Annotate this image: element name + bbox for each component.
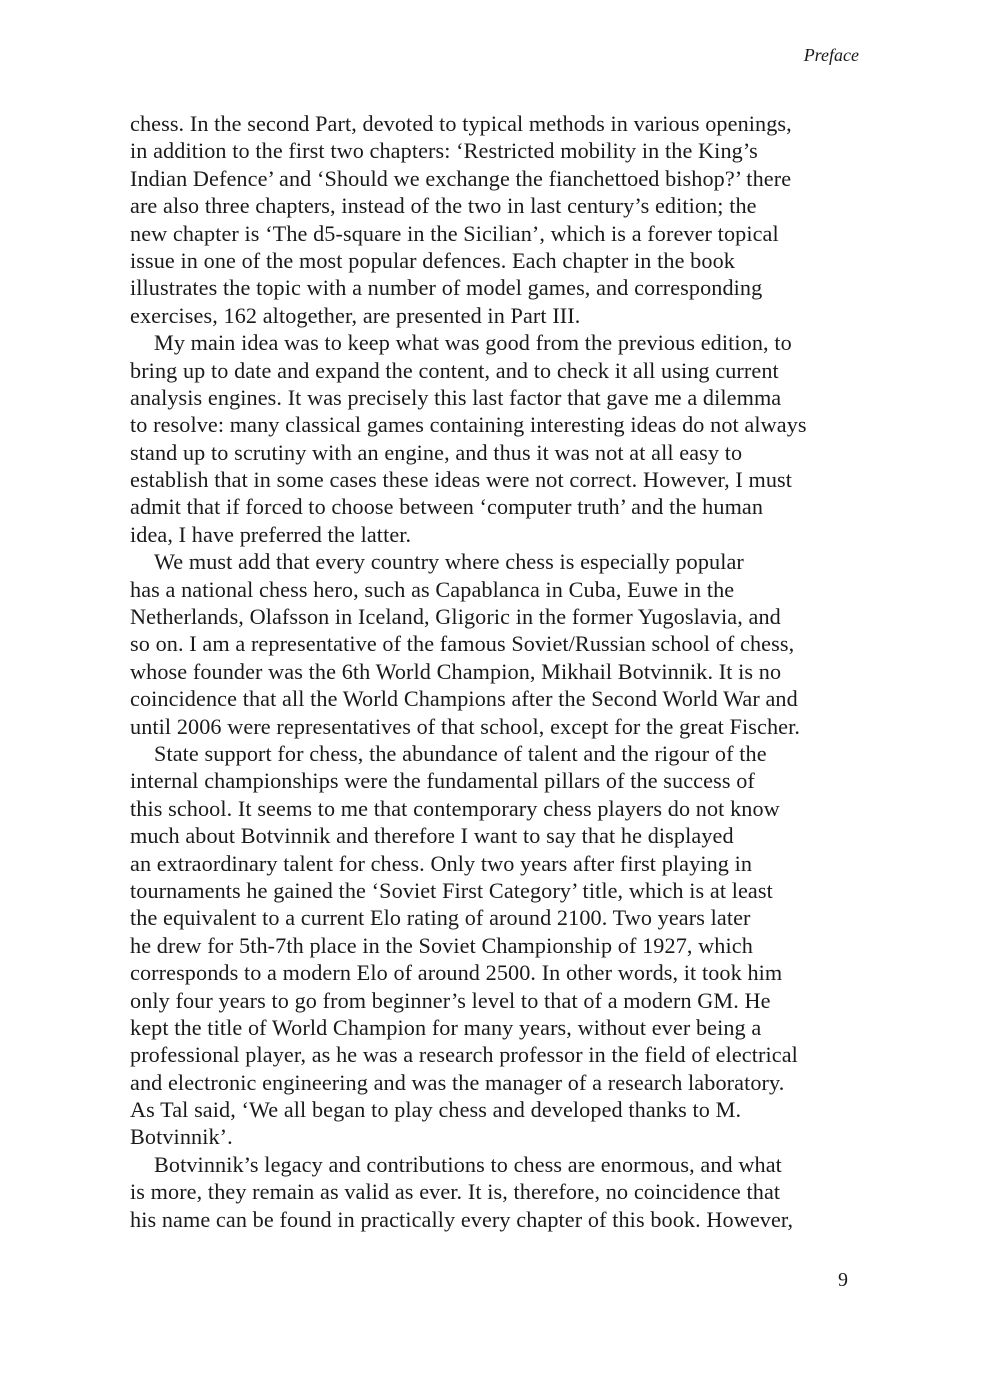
text-line: coincidence that all the World Champions after the Second World War and	[130, 686, 798, 712]
text-line: is more, they remain as valid as ever. It is, therefore, no coincidence that	[130, 1179, 781, 1205]
text-line: much about Botvinnik and therefore I want to say that he displayed	[130, 823, 734, 849]
paragraph-first-line: State support for chess, the abundance of talent and the rigour of the	[154, 740, 767, 766]
paragraph-first-line: Botvinnik’s legacy and contributions to chess are enormous, and what	[154, 1151, 782, 1177]
running-head: Preface	[803, 45, 859, 65]
text-line: stand up to scrutiny with an engine, and thus it was not at all easy to	[130, 439, 743, 465]
text-line: he drew for 5th-7th place in the Soviet Championship of 1927, which	[130, 932, 753, 958]
text-line: Botvinnik’.	[130, 1124, 233, 1150]
text-line: new chapter is ‘The d5-square in the Sicilian’, which is a forever topical	[130, 220, 779, 246]
text-line: tournaments he gained the ‘Soviet First Category’ title, which is at least	[130, 877, 773, 903]
text-line: has a national chess hero, such as Capablanca in Cuba, Euwe in the	[130, 576, 735, 602]
text-line: and electronic engineering and was the manager of a research laboratory.	[130, 1069, 785, 1095]
text-line: bring up to date and expand the content, and to check it all using current	[130, 357, 779, 383]
text-line: an extraordinary talent for chess. Only two years after first playing in	[130, 850, 753, 876]
text-line: Netherlands, Olafsson in Iceland, Gligoric in the former Yugoslavia, and	[130, 604, 781, 630]
text-line: establish that in some cases these ideas were not correct. However, I must	[130, 467, 793, 493]
text-line: this school. It seems to me that contemporary chess players do not know	[130, 795, 780, 821]
text-line: so on. I am a representative of the famous Soviet/Russian school of chess,	[130, 631, 795, 657]
text-line: professional player, as he was a research professor in the field of electrical	[130, 1042, 798, 1068]
paragraph-first-line: My main idea was to keep what was good from the previous edition, to	[154, 330, 792, 356]
text-line: the equivalent to a current Elo rating of around 2100. Two years later	[130, 905, 751, 931]
text-line: internal championships were the fundamental pillars of the success of	[130, 768, 755, 794]
text-line: analysis engines. It was precisely this last factor that gave me a dilemma	[130, 384, 782, 410]
text-line: whose founder was the 6th World Champion, Mikhail Botvinnik. It is no	[130, 658, 782, 684]
paragraph-first-line: We must add that every country where chess is especially popular	[154, 549, 744, 575]
text-line: idea, I have preferred the latter.	[130, 521, 412, 547]
text-line: to resolve: many classical games containing interesting ideas do not always	[130, 412, 807, 438]
page-number: 9	[838, 1269, 848, 1291]
text-line: illustrates the topic with a number of model games, and corresponding	[130, 275, 763, 301]
text-line: As Tal said, ‘We all began to play chess and developed thanks to M.	[130, 1097, 742, 1123]
text-line: are also three chapters, instead of the two in last century’s edition; the	[130, 193, 757, 219]
text-line: exercises, 162 altogether, are presented in Part III.	[130, 302, 581, 328]
text-line: corresponds to a modern Elo of around 2500. In other words, it took him	[130, 960, 783, 986]
text-line: Indian Defence’ and ‘Should we exchange the fianchettoed bishop?’ there	[130, 165, 792, 191]
text-line: chess. In the second Part, devoted to typical methods in various openings,	[130, 111, 792, 136]
text-line: admit that if forced to choose between ‘computer truth’ and the human	[130, 494, 764, 520]
text-line: issue in one of the most popular defences. Each chapter in the book	[130, 247, 735, 273]
text-line: kept the title of World Champion for many years, without ever being a	[130, 1014, 762, 1040]
text-line: his name can be found in practically every chapter of this book. However,	[130, 1206, 794, 1232]
body-text	[130, 110, 870, 1233]
text-line: only four years to go from beginner’s level to that of a modern GM. He	[130, 987, 771, 1013]
text-line: until 2006 were representatives of that school, except for the great Fischer.	[130, 713, 801, 739]
text-line: in addition to the first two chapters: ‘Restricted mobility in the King’s	[130, 138, 758, 164]
